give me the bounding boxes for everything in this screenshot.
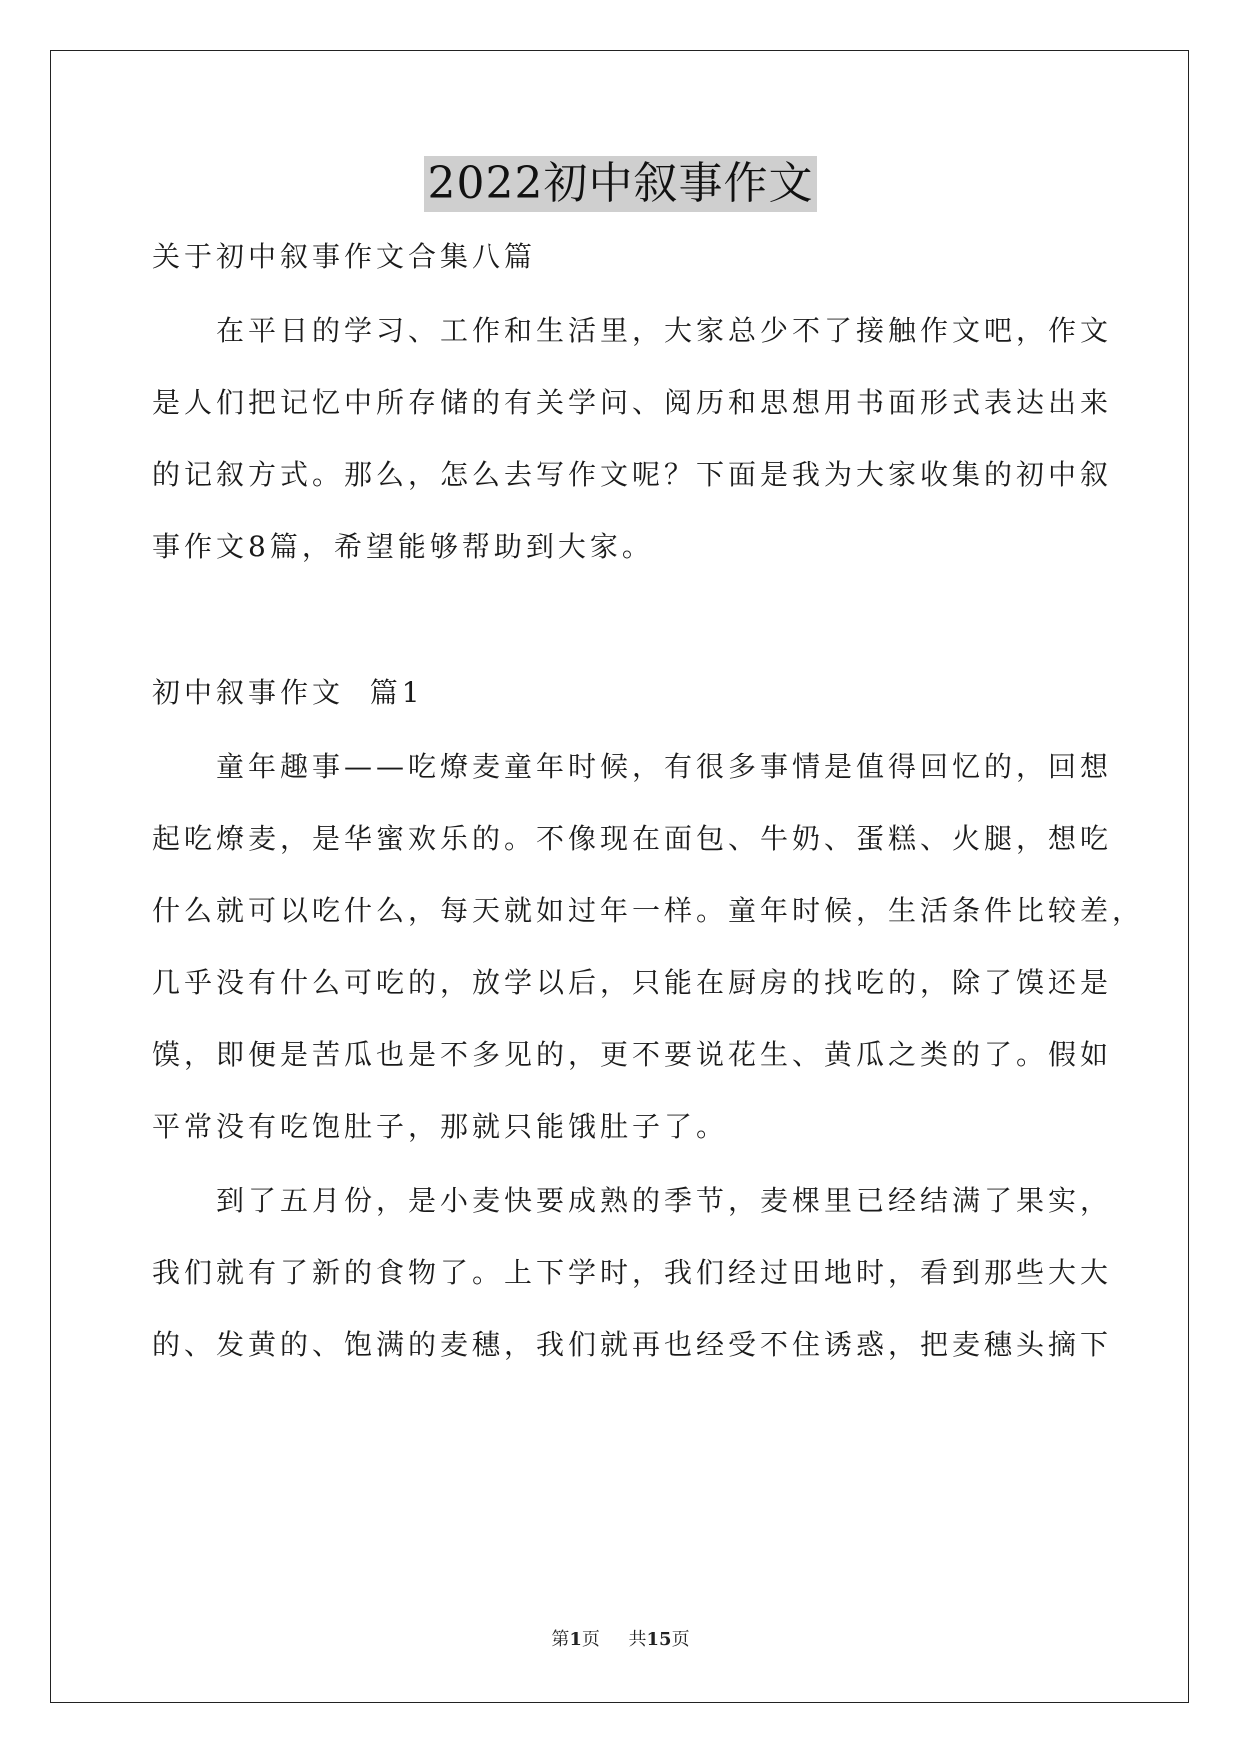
- paragraph-line: 童年趣事——吃燎麦童年时候，有很多事情是值得回忆的，回想: [216, 750, 1113, 783]
- paragraph-line: 到了五月份，是小麦快要成熟的季节，麦棵里已经结满了果实，: [216, 1184, 1113, 1217]
- footer-total-suffix: 页: [671, 1629, 690, 1650]
- footer-page-suffix: 页: [581, 1629, 600, 1650]
- paragraph-line: 在平日的学习、工作和生活里，大家总少不了接触作文吧，作文: [216, 314, 1113, 347]
- page-border: [50, 50, 1189, 1703]
- footer-total-prefix: 共: [628, 1629, 647, 1650]
- paragraph-line: 馍，即便是苦瓜也是不多见的，更不要说花生、黄瓜之类的了。假如: [152, 1038, 1113, 1071]
- paragraph-line: 的、发黄的、饱满的麦穗，我们就再也经受不住诱惑，把麦穗头摘下: [152, 1328, 1113, 1361]
- title-container: [0, 156, 1241, 212]
- paragraph-line: 平常没有吃饱肚子，那就只能饿肚子了。: [152, 1110, 729, 1143]
- section-heading: 初中叙事作文 篇1: [152, 676, 424, 709]
- paragraph-line: 我们就有了新的食物了。上下学时，我们经过田地时，看到那些大大: [152, 1256, 1113, 1289]
- total-page-count: 15: [646, 1629, 672, 1650]
- current-page-number: 1: [569, 1629, 582, 1650]
- document-subtitle: 关于初中叙事作文合集八篇: [152, 240, 537, 273]
- paragraph-line: 是人们把记忆中所存储的有关学问、阅历和思想用书面形式表达出来: [152, 386, 1113, 419]
- footer-prefix: 第: [551, 1629, 570, 1650]
- paragraph-line: 起吃燎麦，是华蜜欢乐的。不像现在面包、牛奶、蛋糕、火腿，想吃: [152, 822, 1113, 855]
- page-footer: [0, 1625, 1241, 1651]
- paragraph-line: 的记叙方式。那么，怎么去写作文呢？下面是我为大家收集的初中叙: [152, 458, 1113, 491]
- document-title: 2022初中叙事作文: [424, 156, 818, 212]
- paragraph-line: 事作文8篇，希望能够帮助到大家。: [152, 530, 654, 563]
- paragraph-line: 几乎没有什么可吃的，放学以后，只能在厨房的找吃的，除了馍还是: [152, 966, 1113, 999]
- paragraph-line: 什么就可以吃什么，每天就如过年一样。童年时候，生活条件比较差，: [152, 894, 1145, 927]
